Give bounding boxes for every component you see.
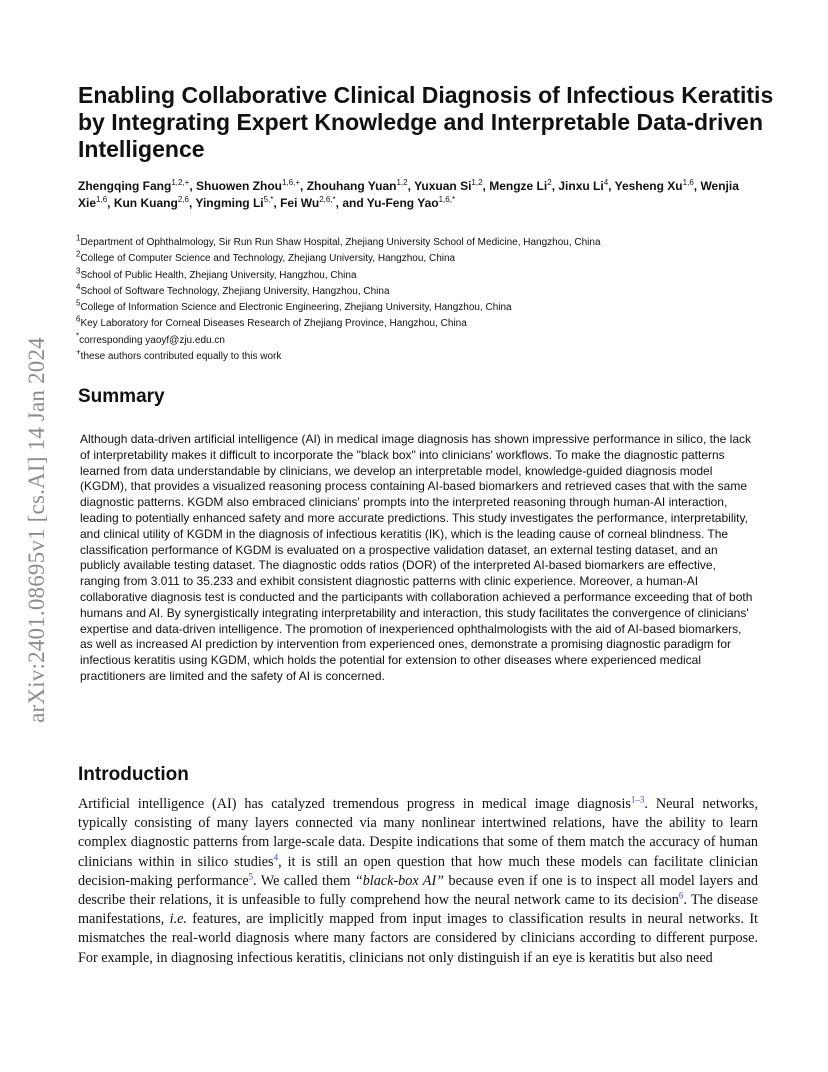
author-name: Kun Kuang xyxy=(113,196,178,210)
affiliation-line xyxy=(76,298,776,317)
paper-title: Enabling Collaborative Clinical Diagnosis of Infectious Keratitis by Integrating Expert Knowledge and Interpretable Data-driven Intelligence xyxy=(78,82,774,162)
affiliation-text: College of Computer Science and Technology, Zhejiang University, Hangzhou, China xyxy=(80,253,456,265)
affiliation-mark: 1 xyxy=(76,233,81,243)
citation-link[interactable]: 4 xyxy=(273,851,279,862)
body-text: . Neural networks, typically consisting of many layers connected via many nonlinear intertwined relations, have the ability to learn complex diagnostic patterns from large-scale data. Despite indications that some of them match the accuracy of human clinicians within in silico studies xyxy=(78,796,758,870)
author-name: Wenjia Xie xyxy=(78,179,739,210)
affiliation-mark: + xyxy=(76,347,81,357)
author-affiliation-mark: 1,2 xyxy=(396,178,408,187)
arxiv-stamp-text: arXiv:2401.08695v1 [cs.AI] 14 Jan 2024 xyxy=(24,337,49,723)
author-name: Yingming Li xyxy=(195,196,264,210)
affiliation-text: Department of Ophthalmology, Sir Run Run Shaw Hospital, Zhejiang University School of Medicine, Hangzhou, China xyxy=(80,237,601,248)
body-text: features, are implicitly mapped from input images to classification results in neural networks. It mismatches the real-world diagnosis where many factors are considered by clinicians according to different purpose. For example, in diagnosing infectious keratitis, clinicians not only distinguish if an eye is keratitis but also need xyxy=(78,911,758,966)
author-list: Zhengqing Fang$^{1,2,+}$, Shuowen Zhou$^{1,6,+}$, Zhouhang Yuan$^{1,2}$, Yuxuan Si$^{1,2}$, Mengze Li$^2$, Jinxu Li$^4$, Yesheng Xu$^{1,6}$, Wenjia Xie$^{1,6}$, Kun Kuang$^{2,6}$, Yingming $Li^{5,*}$, Fei $Wu^{2,6,*}$, and Yu-Feng Yao$^{1,6,*}$ xyxy=(78,178,739,210)
author-affiliation-mark: 1,2,+ xyxy=(171,178,190,187)
author-name: Zhouhang Yuan xyxy=(306,179,397,193)
author-affiliation-mark: 5,* xyxy=(263,195,274,204)
summary-paragraph: Although data-driven artificial intelligence (AI) in medical image diagnosis has shown impressive performance in silico, the lack of interpretability makes it difficult to incorporate the "black box" into clinicians' workflows. To make the diagnostic patterns learned from data understandable by clinicians, we develop an interpretable model, knowledge-guided diagnosis model (KGDM), that provides a visualized reasoning process containing AI-based biomarkers and retrieved cases that with the same diagnostic patterns. KGDM also embraced clinicians' prompts into the interpreted reasoning through human-AI interaction, leading to potentially enhanced safety and more accurate predictions. This study investigates the performance, interpretability, and clinical utility of KGDM in the diagnosis of infectious keratitis (IK), which is the leading cause of corneal blindness. The classification performance of KGDM is evaluated on a prospective validation dataset, an external testing dataset, and an publicly available testing dataset. The diagnostic odds ratios (DOR) of the interpreted AI-based biomarkers are effective, ranging from 3.011 to 35.233 and exhibit consistent diagnostic patterns with clinic experience. Moreover, a human-AI collaborative diagnosis test is conducted and the participants with collaboration achieved a performance exceeding that of both humans and AI. By synergistically integrating interpretability and interaction, this study facilitates the convergence of clinicians' expertise and data-driven intelligence. The promotion of inexperienced ophthalmologists with the aid of AI-based biomarkers, as well as increased AI prediction by intervention from experienced ones, demonstrate a promising diagnostic paradigm for infectious keratitis using KGDM, which holds the potential for extension to other diseases where experienced medical practitioners are limited and the safety of AI is concerned. xyxy=(80,432,753,683)
affiliation-text: corresponding yaoyf@zju.edu.cn xyxy=(79,334,225,346)
author-name: Zhengqing Fang xyxy=(78,179,172,193)
author-affiliation-mark: 2,6 xyxy=(177,195,189,204)
affiliation-list xyxy=(76,233,776,366)
author-name: Yesheng Xu xyxy=(614,179,683,193)
affiliation-text: School of Software Technology, Zhejiang University, Hangzhou, China xyxy=(80,285,390,297)
italic-text: i.e. xyxy=(169,911,187,928)
affiliation-line xyxy=(76,347,776,366)
citation-link[interactable]: 6 xyxy=(678,890,684,901)
affiliation-mark: 5 xyxy=(76,298,81,308)
body-text: Artificial intelligence (AI) has catalyzed tremendous progress in medical image diagnosis xyxy=(78,796,631,812)
affiliation-line xyxy=(76,317,776,333)
author-affiliation-mark: 1,2 xyxy=(471,178,483,187)
author-name: Fei Wu xyxy=(280,196,320,210)
citation-link[interactable]: 1–3 xyxy=(630,794,645,805)
affiliation-mark: 6 xyxy=(76,315,81,325)
affiliation-mark: 4 xyxy=(76,282,81,292)
affiliation-line xyxy=(76,282,776,301)
author-affiliation-mark: 1,6 xyxy=(682,178,694,187)
summary-heading: Summary xyxy=(78,386,165,407)
affiliation-text: Key Laboratory for Corneal Diseases Research of Zhejiang Province, Hangzhou, China xyxy=(80,318,467,330)
affiliation-line xyxy=(76,331,776,350)
introduction-heading: Introduction xyxy=(78,764,189,785)
author-affiliation-mark: 4 xyxy=(603,178,609,187)
body-text: . We called them xyxy=(253,872,355,889)
citation-link[interactable]: 5 xyxy=(248,871,254,882)
affiliation-line xyxy=(76,266,776,285)
author-name: Yu-Feng Yao xyxy=(366,196,439,210)
author-name: Mengze Li xyxy=(489,179,548,193)
author-affiliation-mark: 1,6,+ xyxy=(282,178,301,187)
affiliation-text: College of Information Science and Electronic Engineering, Zhejiang University, Hangzhou, China xyxy=(80,302,512,314)
body-text: because even if one is to inspect all model layers and describe their relations, it is unfeasible to fully comprehend how the neural network came to its decision xyxy=(78,872,758,909)
author-affiliation-mark: 1,6,* xyxy=(438,195,456,204)
author-affiliation-mark: 1,6 xyxy=(96,195,108,204)
affiliation-line xyxy=(76,233,776,252)
author-affiliation-mark: 2,6,* xyxy=(319,195,336,204)
author-name: Shuowen Zhou xyxy=(196,179,283,193)
affiliation-text: School of Public Health, Zhejiang University, Hangzhou, China xyxy=(80,269,357,281)
introduction-paragraph xyxy=(78,795,758,968)
affiliation-line xyxy=(76,249,776,268)
arxiv-side-stamp xyxy=(22,300,52,760)
italic-text: “black-box AI” xyxy=(354,872,445,889)
affiliation-text: these authors contributed equally to this work xyxy=(80,351,282,363)
body-text: . The disease manifestations, xyxy=(78,892,758,928)
affiliation-mark: 3 xyxy=(76,266,81,276)
author-name: Yuxuan Si xyxy=(414,179,472,193)
author-affiliation-mark: 2 xyxy=(547,178,552,187)
author-name: Jinxu Li xyxy=(558,179,604,193)
body-text: , it is still an open question that how much these models can facilitate clinician decision-making performance xyxy=(78,853,758,889)
affiliation-mark: * xyxy=(76,331,80,341)
affiliation-mark: 2 xyxy=(76,249,81,259)
